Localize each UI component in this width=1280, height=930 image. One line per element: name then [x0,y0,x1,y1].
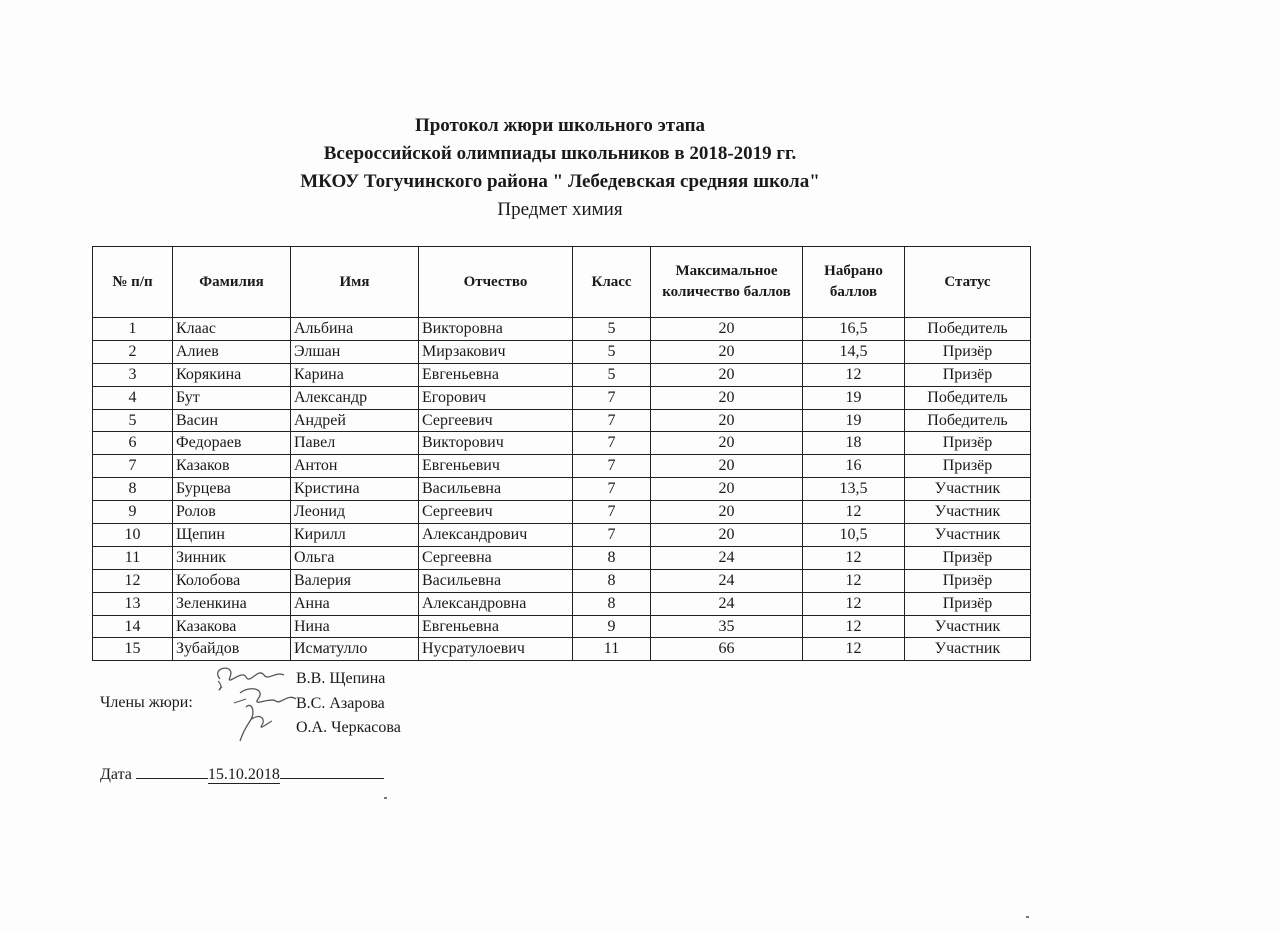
cell-patronymic: Евгеньевич [419,455,573,478]
table-row [93,318,1031,341]
heading-line-1: Протокол жюри школьного этапа [414,115,706,136]
cell-score: 12 [803,615,905,638]
cell-surname: Алиев [173,340,291,363]
cell-patronymic: Сергеевна [419,546,573,569]
column-header: Имя [291,247,419,318]
date-underline [280,762,384,779]
cell-patronymic: Евгеньевна [419,615,573,638]
cell-score: 12 [803,592,905,615]
cell-max-score: 20 [651,409,803,432]
cell-grade: 11 [573,638,651,661]
table-row [93,615,1031,638]
cell-patronymic: Викторович [419,432,573,455]
cell-surname: Клаас [173,318,291,341]
column-header: Статус [905,247,1031,318]
cell-max-score: 20 [651,318,803,341]
cell-max-score: 20 [651,432,803,455]
cell-grade: 7 [573,501,651,524]
cell-number: 3 [93,363,173,386]
cell-max-score: 20 [651,524,803,547]
cell-name: Анна [291,592,419,615]
cell-number: 8 [93,478,173,501]
cell-score: 19 [803,386,905,409]
cell-max-score: 66 [651,638,803,661]
cell-name: Павел [291,432,419,455]
cell-name: Исматулло [291,638,419,661]
cell-surname: Ролов [173,501,291,524]
cell-grade: 5 [573,340,651,363]
cell-patronymic: Викторовна [419,318,573,341]
cell-status: Победитель [905,409,1031,432]
column-header: Отчество [419,247,573,318]
cell-surname: Бут [173,386,291,409]
cell-score: 12 [803,501,905,524]
cell-number: 11 [93,546,173,569]
scan-speck [1026,916,1029,918]
cell-max-score: 20 [651,501,803,524]
results-table [92,246,1031,661]
date-line [100,762,384,784]
table-row [93,432,1031,455]
date-underline [136,762,208,779]
cell-max-score: 35 [651,615,803,638]
cell-number: 1 [93,318,173,341]
cell-surname: Казакова [173,615,291,638]
cell-score: 12 [803,638,905,661]
cell-score: 12 [803,363,905,386]
cell-surname: Казаков [173,455,291,478]
cell-surname: Зубайдов [173,638,291,661]
table-body [93,318,1031,661]
cell-surname: Корякина [173,363,291,386]
cell-status: Участник [905,638,1031,661]
jury-member: В.В. Щепина [296,670,386,687]
cell-number: 2 [93,340,173,363]
table-row [93,409,1031,432]
cell-number: 6 [93,432,173,455]
cell-grade: 7 [573,386,651,409]
subject-line: Предмет химия [497,199,623,220]
cell-status: Участник [905,501,1031,524]
cell-grade: 9 [573,615,651,638]
jury-members [296,667,401,741]
cell-grade: 7 [573,432,651,455]
cell-patronymic: Сергеевич [419,409,573,432]
cell-name: Карина [291,363,419,386]
cell-max-score: 24 [651,592,803,615]
cell-score: 12 [803,546,905,569]
cell-status: Победитель [905,318,1031,341]
cell-number: 7 [93,455,173,478]
cell-status: Призёр [905,340,1031,363]
cell-number: 5 [93,409,173,432]
cell-grade: 7 [573,455,651,478]
cell-patronymic: Нусратулоевич [419,638,573,661]
cell-name: Нина [291,615,419,638]
protocol-heading [100,112,1020,224]
cell-name: Кирилл [291,524,419,547]
table-row [93,363,1031,386]
cell-status: Призёр [905,455,1031,478]
date-label: Дата [100,766,132,783]
cell-patronymic: Александровна [419,592,573,615]
cell-max-score: 20 [651,340,803,363]
cell-status: Призёр [905,592,1031,615]
cell-score: 18 [803,432,905,455]
table-row [93,501,1031,524]
table-row [93,455,1031,478]
cell-patronymic: Егорович [419,386,573,409]
cell-status: Призёр [905,363,1031,386]
cell-patronymic: Евгеньевна [419,363,573,386]
column-header: Фамилия [173,247,291,318]
date-value: 15.10.2018 [207,766,280,783]
heading-line-3: МКОУ Тогучинского района " Лебедевская средняя школа" [300,171,820,192]
table-header-row [93,247,1031,318]
cell-name: Альбина [291,318,419,341]
jury-member: В.С. Азарова [296,694,385,712]
cell-grade: 7 [573,478,651,501]
cell-patronymic: Васильевна [419,569,573,592]
cell-patronymic: Сергеевич [419,501,573,524]
cell-max-score: 20 [651,455,803,478]
cell-grade: 5 [573,363,651,386]
cell-status: Участник [905,524,1031,547]
table-row [93,340,1031,363]
scan-speck [384,797,387,799]
cell-max-score: 24 [651,569,803,592]
cell-name: Валерия [291,569,419,592]
cell-name: Элшан [291,340,419,363]
cell-max-score: 20 [651,478,803,501]
cell-number: 10 [93,524,173,547]
cell-status: Участник [905,478,1031,501]
table-row [93,478,1031,501]
cell-status: Призёр [905,432,1031,455]
table-row [93,546,1031,569]
table-row [93,569,1031,592]
cell-number: 4 [93,386,173,409]
table-row [93,524,1031,547]
cell-score: 13,5 [803,478,905,501]
cell-number: 14 [93,615,173,638]
cell-name: Леонид [291,501,419,524]
cell-status: Победитель [905,386,1031,409]
cell-grade: 8 [573,592,651,615]
cell-surname: Колобова [173,569,291,592]
cell-surname: Зинник [173,546,291,569]
cell-max-score: 20 [651,386,803,409]
cell-status: Призёр [905,569,1031,592]
cell-patronymic: Васильевна [419,478,573,501]
cell-patronymic: Александрович [419,524,573,547]
column-header: Набрано баллов [803,247,905,318]
cell-grade: 8 [573,546,651,569]
table-row [93,592,1031,615]
handwritten-signatures [206,663,306,745]
cell-grade: 7 [573,524,651,547]
cell-grade: 8 [573,569,651,592]
cell-status: Призёр [905,546,1031,569]
cell-name: Кристина [291,478,419,501]
cell-max-score: 24 [651,546,803,569]
cell-number: 9 [93,501,173,524]
cell-patronymic: Мирзакович [419,340,573,363]
cell-number: 13 [93,592,173,615]
cell-surname: Бурцева [173,478,291,501]
cell-name: Александр [291,386,419,409]
cell-grade: 7 [573,409,651,432]
cell-score: 19 [803,409,905,432]
jury-signatures [100,667,500,747]
cell-name: Андрей [291,409,419,432]
column-header: Класс [573,247,651,318]
column-header: Максимальное количество баллов [651,247,803,318]
table-row [93,386,1031,409]
cell-score: 14,5 [803,340,905,363]
cell-surname: Щепин [173,524,291,547]
cell-name: Антон [291,455,419,478]
column-header: № п/п [93,247,173,318]
cell-surname: Васин [173,409,291,432]
cell-name: Ольга [291,546,419,569]
jury-label: Члены жюри: [100,694,193,711]
cell-max-score: 20 [651,363,803,386]
cell-status: Участник [905,615,1031,638]
cell-score: 16,5 [803,318,905,341]
cell-surname: Зеленкина [173,592,291,615]
jury-member: О.А. Черкасова [296,719,401,736]
cell-surname: Федораев [173,432,291,455]
cell-score: 16 [803,455,905,478]
cell-number: 15 [93,638,173,661]
cell-score: 12 [803,569,905,592]
cell-score: 10,5 [803,524,905,547]
cell-grade: 5 [573,318,651,341]
table-row [93,638,1031,661]
heading-line-2: Всероссийской олимпиады школьников в 2018-2019 гг. [323,143,797,164]
cell-number: 12 [93,569,173,592]
